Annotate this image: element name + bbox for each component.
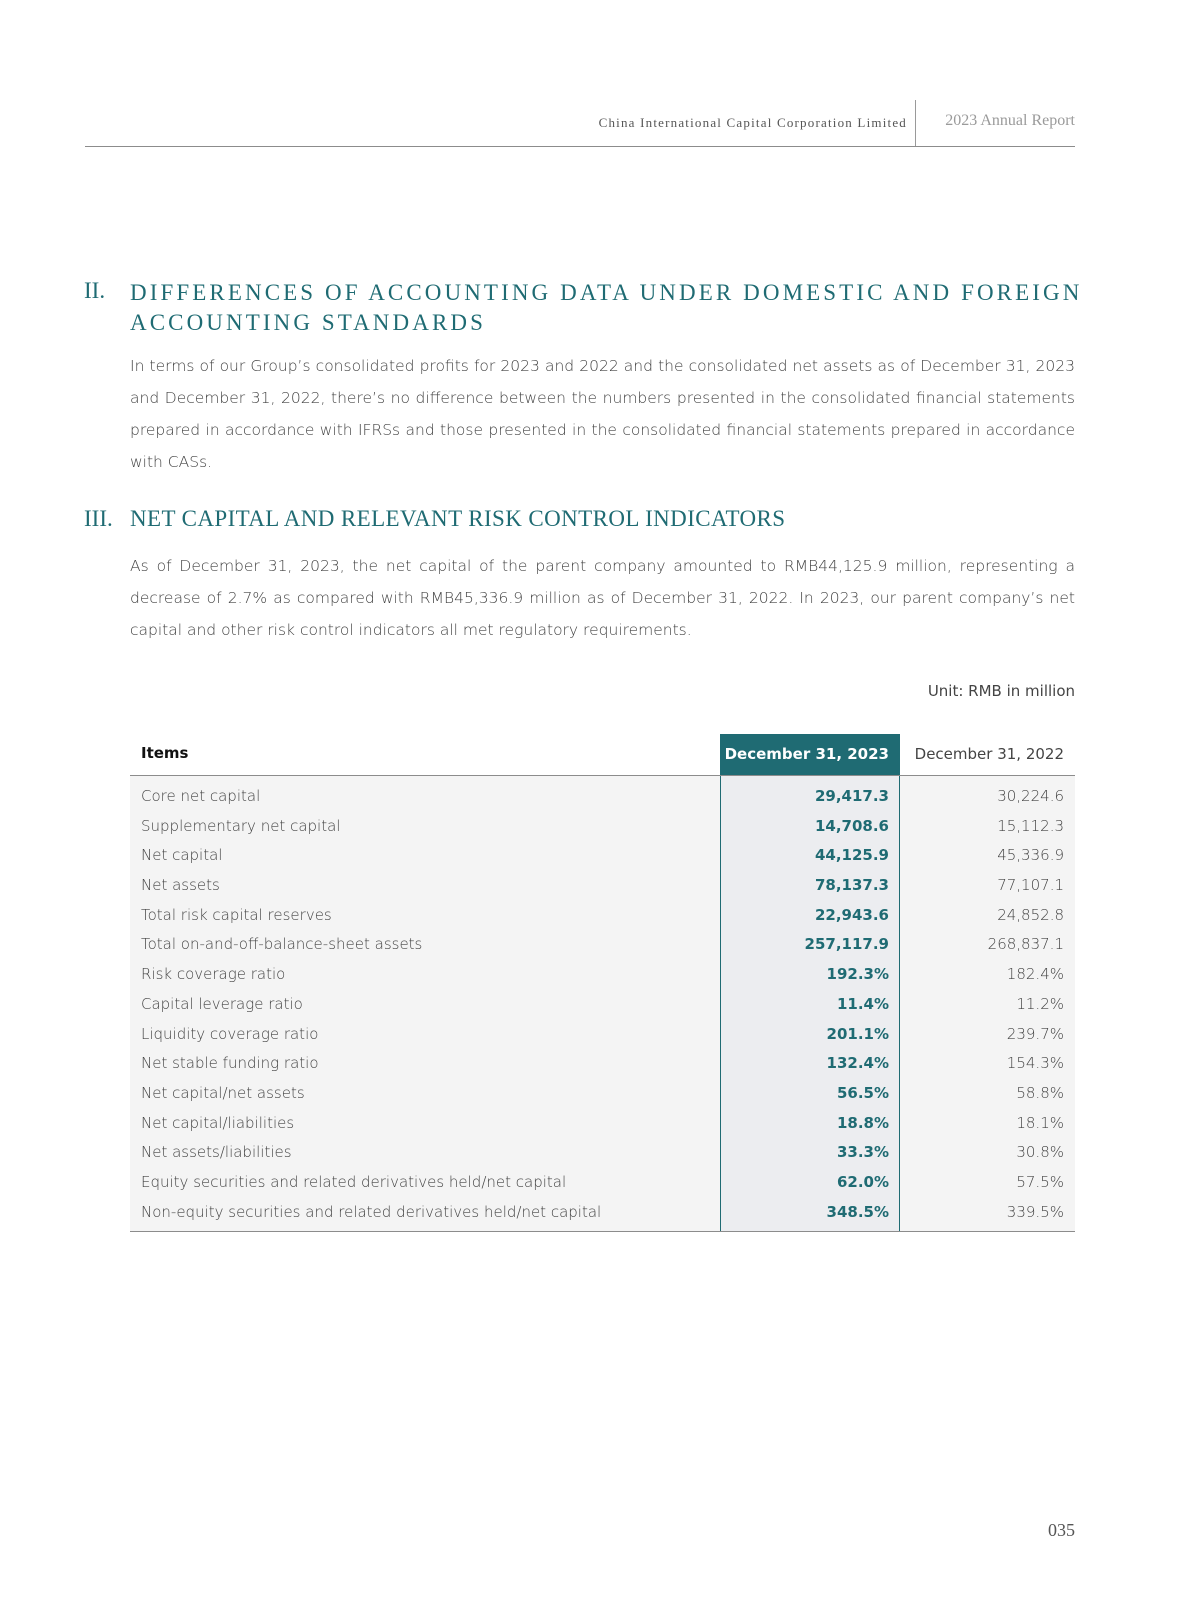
section-iii-paragraph: As of December 31, 2023, the net capital of the parent company amounted to RMB44,125.9 million, representing a decrease of 2.7% as compared with RMB45,336.9 million as of December 31, 2022. In 2023, our parent company’s net capital and other risk control indicators all met regulatory requirements. bbox=[130, 557, 1075, 639]
table-row bbox=[130, 841, 1075, 871]
cell-value-2023: 18.8% bbox=[836, 1113, 889, 1132]
cell-item: Total risk capital reserves bbox=[141, 905, 332, 924]
table-row bbox=[130, 871, 1075, 901]
cell-value-2023: 29,417.3 bbox=[814, 787, 889, 805]
table-row bbox=[130, 1198, 1075, 1228]
section-title-line-2: ACCOUNTING STANDARDS bbox=[130, 310, 486, 335]
cell-item: Supplementary net capital bbox=[141, 816, 341, 835]
company-name: China International Capital Corporation Limited bbox=[598, 115, 907, 130]
header-divider bbox=[915, 100, 916, 146]
table-body bbox=[130, 776, 1075, 1232]
header-dec-2023: December 31, 2023 bbox=[720, 734, 900, 775]
table-row bbox=[130, 1079, 1075, 1109]
cell-item: Liquidity coverage ratio bbox=[141, 1024, 319, 1043]
cell-item: Equity securities and related derivatives held/net capital bbox=[141, 1172, 567, 1191]
cell-value-2023: 132.4% bbox=[826, 1054, 889, 1073]
cell-value-2022: 45,336.9 bbox=[997, 846, 1064, 865]
header-items: Items bbox=[141, 744, 189, 762]
page-number: 035 bbox=[1048, 1520, 1075, 1540]
table-row bbox=[130, 812, 1075, 842]
cell-value-2023: 33.3% bbox=[836, 1143, 889, 1162]
cell-item: Capital leverage ratio bbox=[141, 994, 303, 1013]
cell-value-2022: 30.8% bbox=[1016, 1143, 1064, 1162]
table-row bbox=[130, 1168, 1075, 1198]
cell-item: Core net capital bbox=[141, 787, 261, 805]
cell-item: Non-equity securities and related derivatives held/net capital bbox=[141, 1202, 602, 1221]
section-number: II. bbox=[84, 278, 106, 303]
cell-value-2023: 56.5% bbox=[836, 1083, 889, 1102]
header-dec-2022: December 31, 2022 bbox=[914, 745, 1064, 763]
section-ii-paragraph: In terms of our Group’s consolidated profits for 2023 and 2022 and the consolidated net assets as of December 31, 2023 and December 31, 2022, there’s no difference between the numbers presented in the consolidated financial statements prepared in accordance with IFRSs and those presented in the consolidated financial statements prepared in accordance with CASs. bbox=[130, 357, 1075, 471]
cell-item: Net capital bbox=[141, 846, 223, 865]
cell-item: Net assets bbox=[141, 876, 220, 895]
section-heading-ii bbox=[84, 278, 1083, 338]
cell-value-2022: 15,112.3 bbox=[997, 816, 1064, 835]
running-header bbox=[85, 100, 1075, 147]
table-row bbox=[130, 1020, 1075, 1050]
cell-item: Net stable funding ratio bbox=[141, 1054, 319, 1073]
table-row bbox=[130, 1049, 1075, 1079]
cell-value-2023: 257,117.9 bbox=[804, 935, 889, 954]
cell-value-2022: 268,837.1 bbox=[987, 935, 1064, 954]
cell-value-2022: 18.1% bbox=[1016, 1113, 1064, 1132]
cell-item: Net capital/liabilities bbox=[141, 1113, 295, 1132]
table-header bbox=[130, 734, 1075, 776]
section-heading-iii bbox=[84, 506, 1074, 536]
table-row bbox=[130, 782, 1075, 812]
cell-value-2022: 11.2% bbox=[1016, 994, 1064, 1013]
unit-note: Unit: RMB in million bbox=[927, 682, 1075, 700]
cell-value-2023: 14,708.6 bbox=[814, 816, 889, 835]
cell-value-2023: 11.4% bbox=[836, 994, 889, 1013]
table-row bbox=[130, 1109, 1075, 1139]
cell-value-2022: 77,107.1 bbox=[997, 876, 1064, 895]
cell-value-2022: 58.8% bbox=[1016, 1083, 1064, 1102]
cell-item: Risk coverage ratio bbox=[141, 965, 286, 984]
table-row bbox=[130, 1138, 1075, 1168]
cell-value-2022: 339.5% bbox=[1006, 1202, 1064, 1221]
cell-value-2022: 154.3% bbox=[1006, 1054, 1064, 1073]
table-row bbox=[130, 901, 1075, 931]
cell-value-2023: 192.3% bbox=[826, 965, 889, 984]
cell-value-2022: 24,852.8 bbox=[997, 905, 1064, 924]
cell-value-2023: 62.0% bbox=[836, 1172, 889, 1191]
risk-indicators-table bbox=[130, 734, 1075, 1232]
section-title: NET CAPITAL AND RELEVANT RISK CONTROL INDICATORS bbox=[130, 506, 786, 531]
cell-item: Total on-and-off-balance-sheet assets bbox=[141, 935, 423, 954]
cell-item: Net capital/net assets bbox=[141, 1083, 305, 1102]
report-title: 2023 Annual Report bbox=[945, 112, 1075, 129]
cell-value-2023: 78,137.3 bbox=[814, 876, 889, 895]
table-row bbox=[130, 990, 1075, 1020]
table-row bbox=[130, 960, 1075, 990]
cell-value-2022: 182.4% bbox=[1006, 965, 1064, 984]
cell-value-2023: 201.1% bbox=[826, 1024, 889, 1043]
cell-value-2023: 44,125.9 bbox=[814, 846, 889, 865]
section-title bbox=[130, 278, 1082, 338]
cell-value-2023: 348.5% bbox=[826, 1202, 889, 1221]
table-row bbox=[130, 930, 1075, 960]
cell-value-2022: 30,224.6 bbox=[997, 787, 1064, 805]
cell-value-2022: 57.5% bbox=[1016, 1172, 1064, 1191]
section-number: III. bbox=[84, 506, 113, 531]
cell-item: Net assets/liabilities bbox=[141, 1143, 292, 1162]
section-title-line-1: DIFFERENCES OF ACCOUNTING DATA UNDER DOMESTIC AND FOREIGN bbox=[130, 280, 1083, 305]
cell-value-2022: 239.7% bbox=[1006, 1024, 1064, 1043]
cell-value-2023: 22,943.6 bbox=[814, 905, 889, 924]
